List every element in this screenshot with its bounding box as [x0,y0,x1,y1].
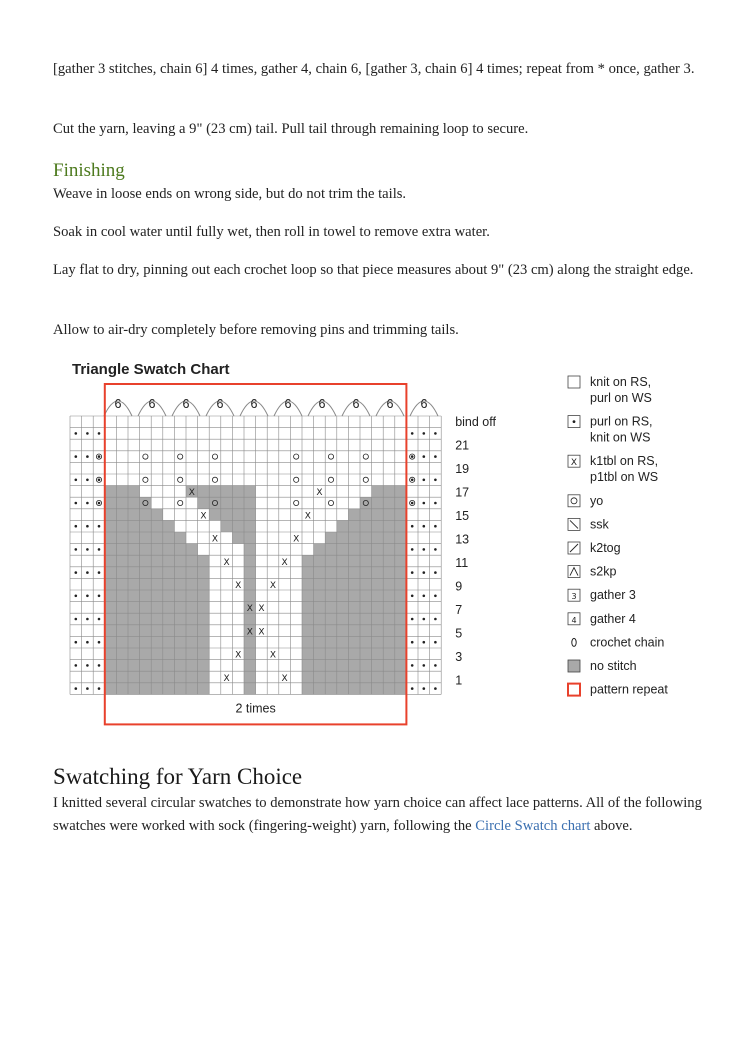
legend-label: ssk [590,517,609,532]
pattern-paragraph-2: Cut the yarn, leaving a 9" (23 cm) tail. Pull tail through remaining loop to secure. [53,121,529,137]
swatching-text-end: above. [590,818,633,834]
purl-dot [98,571,101,574]
purl-dot [411,432,414,435]
purl-dot [411,571,414,574]
purl-dot [86,571,89,574]
no-stitch-cell [302,590,406,602]
no-stitch-cell [221,520,256,532]
legend-label: no stitch [590,659,637,673]
legend-repeat-icon [568,684,580,696]
purl-dot [423,641,426,644]
row-label: 7 [455,603,463,617]
yo-symbol [294,454,299,459]
yo-symbol [363,477,368,482]
swatching-heading: Swatching for Yarn Choice [53,764,303,789]
no-stitch-cell [198,497,256,509]
triangle-swatch-chart [66,356,706,726]
row-label: 21 [455,438,470,453]
purl-dot [75,525,78,528]
legend-label: gather 3 [590,588,636,603]
twisted-stitch-symbol: Χ [258,627,265,638]
row-label: 17 [455,485,470,500]
no-stitch-cell [105,602,209,614]
twisted-stitch-symbol: Χ [223,673,230,684]
legend-label: knit on RS, [590,375,652,389]
purl-dot [86,479,89,482]
no-stitch-cell [105,509,163,521]
purl-dot [434,618,437,621]
row-label: 11 [455,556,469,570]
swatching-text-start: I knitted several circular swatches to demonstrate how yarn choice can affect lace patterns. All of the following swatches were worked with sock (fingering-weight) yarn, following the [53,795,702,834]
no-stitch-cell [105,578,209,590]
twisted-stitch-symbol: Χ [304,511,311,522]
purl-dot [75,432,78,435]
no-stitch-cell [244,567,256,579]
purl-dot [434,641,437,644]
purl-dot [423,548,426,551]
purl-dot [423,571,426,574]
legend-twisted-mark: Χ [570,458,578,469]
row-label: 5 [455,626,463,641]
yo-symbol [328,454,333,459]
legend-yo-circle-icon [568,495,580,507]
purl-dot [423,455,426,458]
purl-dot [411,479,414,482]
purl-dot [75,548,78,551]
purl-dot [434,571,437,574]
purl-dot [411,525,414,528]
purl-dot [86,664,89,667]
legend-no-stitch-icon [568,660,580,672]
purl-dot [434,664,437,667]
purl-dot [423,664,426,667]
chain-count-label: 6 [352,397,360,411]
purl-dot [86,618,89,621]
purl-dot [86,595,89,598]
purl-dot [423,525,426,528]
purl-dot [75,502,78,505]
purl-dot [411,595,414,598]
purl-dot [75,618,78,621]
no-stitch-cell [302,578,406,590]
yo-symbol [178,477,183,482]
purl-dot [75,687,78,690]
repeat-label: 2 times [235,701,276,716]
legend-label: s2kp [590,564,617,579]
purl-dot [98,502,101,505]
finishing-paragraph-3: Lay flat to dry, pinning out each crochet loop so that piece measures about 9" (23 cm) along the straight edge. [53,262,694,278]
no-stitch-cell [105,613,209,625]
purl-dot [86,525,89,528]
purl-dot [423,595,426,598]
legend-chain-icon [572,638,576,646]
no-stitch-cell [244,613,256,625]
purl-dot [411,502,414,505]
purl-dot [75,664,78,667]
legend-label: purl on RS, [590,414,653,429]
twisted-stitch-symbol: Χ [281,673,288,684]
no-stitch-cell [325,532,406,544]
purl-dot [98,687,101,690]
yo-symbol [328,477,333,482]
yo-symbol [212,477,217,482]
yo-symbol [328,500,333,505]
no-stitch-cell [302,555,406,567]
twisted-stitch-symbol: Χ [316,488,323,499]
legend-label: yo [590,493,604,508]
chain-count-label: 6 [420,397,428,411]
purl-dot [75,641,78,644]
twisted-stitch-symbol: Χ [223,557,230,568]
chain-count-label: 6 [386,397,394,411]
purl-dot [75,455,78,458]
purl-dot [423,687,426,690]
purl-dot [75,479,78,482]
row-label: 15 [455,509,470,523]
yo-symbol [294,477,299,482]
twisted-stitch-symbol: Χ [269,650,277,661]
no-stitch-cell [372,486,407,498]
legend-label: k1tbl on RS, [590,454,659,469]
legend-label: gather 4 [590,611,636,626]
purl-dot [434,455,437,458]
chain-count-label: 6 [114,397,122,411]
purl-dot [411,618,414,621]
purl-dot [98,618,101,621]
yo-symbol [143,454,148,459]
chain-count-label: 6 [250,397,258,411]
no-stitch-cell [302,660,406,672]
legend-label: knit on WS [590,430,651,445]
purl-dot [86,432,89,435]
chart-title: Triangle Swatch Chart [72,361,230,378]
yo-symbol [363,454,368,459]
no-stitch-cell [302,671,406,683]
row-label: 1 [455,673,463,688]
no-stitch-cell [302,648,406,660]
purl-dot [75,595,78,598]
twisted-stitch-symbol: Χ [211,534,219,545]
no-stitch-cell [244,578,256,590]
purl-dot [434,548,437,551]
purl-dot [98,479,101,482]
no-stitch-cell [105,683,209,695]
chain-count-label: 6 [284,397,292,411]
no-stitch-cell [302,625,406,637]
legend-label: pattern repeat [590,682,668,697]
twisted-stitch-symbol: Χ [200,511,207,522]
purl-dot [434,687,437,690]
row-label: 3 [455,650,463,664]
yo-symbol [212,454,217,459]
no-stitch-cell [302,602,406,614]
purl-dot [86,455,89,458]
no-stitch-cell [348,509,406,521]
legend-label: crochet chain [590,635,665,650]
purl-dot [411,548,414,551]
legend-gather-mark: 3 [571,592,577,602]
purl-dot [86,687,89,690]
finishing-paragraph-2: Soak in cool water until fully wet, then roll in towel to remove extra water. [53,224,490,240]
no-stitch-cell [244,544,256,556]
purl-dot [86,502,89,505]
row-label: 9 [455,579,463,594]
purl-dot [86,641,89,644]
no-stitch-cell [244,660,256,672]
twisted-stitch-symbol: Χ [235,650,242,661]
purl-dot [411,664,414,667]
purl-dot [98,548,101,551]
pattern-paragraph-1: [gather 3 stitches, chain 6] 4 times, gather 4, chain 6, [gather 3, chain 6] 4 times; repeat from * once, gather 3. [53,61,695,77]
no-stitch-cell [244,590,256,602]
chain-count-label: 6 [182,397,190,411]
yo-symbol [178,454,183,459]
no-stitch-cell [244,671,256,683]
purl-dot [98,525,101,528]
twisted-stitch-symbol: Χ [281,557,288,568]
purl-dot [434,432,437,435]
legend-label: p1tbl on WS [590,470,659,485]
purl-dot [434,502,437,505]
no-stitch-cell [244,683,256,695]
finishing-heading: Finishing [53,160,125,181]
purl-dot [434,479,437,482]
purl-dot [75,571,78,574]
no-stitch-cell [244,555,256,567]
legend-gather-mark: 4 [571,615,577,625]
yo-symbol [143,477,148,482]
purl-dot [423,432,426,435]
circle-swatch-chart-link[interactable]: Circle Swatch chart [475,818,591,834]
no-stitch-cell [302,636,406,648]
purl-dot [434,525,437,528]
purl-dot [411,687,414,690]
no-stitch-cell [105,486,140,498]
legend-empty-square-icon [568,376,580,388]
twisted-stitch-symbol: Χ [246,604,253,615]
purl-dot [98,432,101,435]
purl-dot [411,455,414,458]
twisted-stitch-symbol: Χ [258,604,265,615]
purl-dot [434,595,437,598]
finishing-paragraph-1: Weave in loose ends on wrong side, but do not trim the tails. [53,186,407,202]
no-stitch-cell [105,567,209,579]
no-stitch-cell [105,555,209,567]
legend-label: k2tog [590,541,621,555]
no-stitch-cell [302,613,406,625]
twisted-stitch-symbol: Χ [269,581,277,591]
finishing-paragraph-4: Allow to air-dry completely before removing pins and trimming tails. [53,322,459,338]
purl-dot [86,548,89,551]
no-stitch-cell [105,671,209,683]
yo-symbol [294,500,299,505]
purl-dot [98,595,101,598]
purl-dot [98,641,101,644]
yo-symbol [178,500,183,505]
no-stitch-cell [244,648,256,660]
purl-dot [98,664,101,667]
no-stitch-cell [244,636,256,648]
swatching-paragraph [53,792,703,838]
twisted-stitch-symbol: Χ [188,488,195,499]
row-label: 13 [455,532,470,547]
no-stitch-cell [105,590,209,602]
purl-dot [423,479,426,482]
chain-count-label: 6 [148,397,156,411]
legend-dot-mark [573,420,576,423]
no-stitch-cell [105,660,209,672]
purl-dot [98,455,101,458]
no-stitch-cell [105,625,209,637]
twisted-stitch-symbol: Χ [235,581,242,591]
purl-dot [423,502,426,505]
purl-dot [411,641,414,644]
twisted-stitch-symbol: Χ [246,627,253,638]
no-stitch-cell [302,683,406,695]
row-label: bind off [455,415,496,429]
no-stitch-cell [302,567,406,579]
legend-label: purl on WS [590,391,652,405]
row-label: 19 [455,462,470,476]
no-stitch-cell [105,648,209,660]
no-stitch-cell [105,532,186,544]
purl-dot [423,618,426,621]
twisted-stitch-symbol: Χ [293,534,300,545]
chain-count-label: 6 [318,397,326,411]
chain-count-label: 6 [216,397,224,411]
no-stitch-cell [105,636,209,648]
